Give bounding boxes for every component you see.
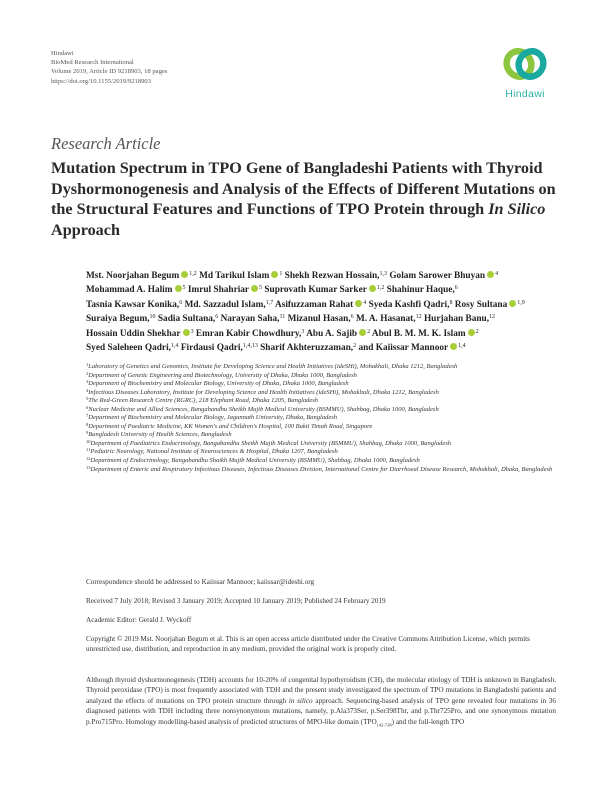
author-name: M. A. Hasanat, <box>355 314 416 325</box>
orcid-icon[interactable] <box>468 329 475 336</box>
orcid-icon[interactable] <box>181 271 188 278</box>
author-affiliation-ref: 8 <box>449 299 453 306</box>
affiliation-item <box>86 389 556 398</box>
copyright-notice: Copyright © 2019 Mst. Noorjahan Begum et al. This is an open access article distributed under the Creative Commons Attribution License, which permits unrestricted use, distribution, and reproduction in any medium, provided the original work is properly cited. <box>86 635 530 653</box>
author-name: Syed Saleheen Qadri, <box>86 343 171 354</box>
author-name: Emran Kabir Chowdhury, <box>195 328 302 339</box>
author-name: Mohammad A. Halim <box>86 285 173 296</box>
affiliation-item <box>86 380 556 389</box>
journal-doi[interactable]: https://doi.org/10.1155/2019/9218903 <box>51 77 152 85</box>
orcid-icon[interactable] <box>359 329 366 336</box>
author-affiliation-ref: 1,4 <box>170 343 179 350</box>
title-italic: In Silico <box>488 200 546 218</box>
author-affiliation-ref: 1,2 <box>376 285 385 292</box>
author-affiliation-ref: 10 <box>149 314 156 321</box>
orcid-icon[interactable] <box>271 271 278 278</box>
author-entry <box>199 271 282 281</box>
author-affiliation-ref: 1,2 <box>189 271 197 277</box>
author-entry <box>86 343 178 353</box>
journal-publisher: Hindawi <box>51 50 74 57</box>
author-entry <box>285 271 387 281</box>
author-name: Mst. Noorjahan Begum <box>86 271 180 281</box>
author-affiliation-ref: 12 <box>415 314 422 321</box>
affiliation-number: 12 <box>86 456 91 462</box>
orcid-icon[interactable] <box>509 300 516 307</box>
author-affiliation-ref: 11 <box>279 314 286 321</box>
author-name: Md. Sazzadul Islam, <box>184 299 266 310</box>
academic-editor: Academic Editor: Gerald J. Wyckoff <box>86 616 192 624</box>
author-name: Narayan Saha, <box>220 314 280 325</box>
author-name: Hurjahan Banu, <box>423 314 490 325</box>
author-affiliation-ref: 1,4 <box>458 343 466 350</box>
affiliation-number: 7 <box>86 413 89 419</box>
orcid-icon[interactable] <box>450 343 457 350</box>
author-affiliation-ref: 6 <box>215 314 219 321</box>
author-entry <box>424 314 495 324</box>
author-entry <box>387 285 458 295</box>
affiliation-text: Laboratory of Genetics and Genomics, Institute for Developing Science and Health Initiatives (ideSHi), Mohakhali, Dhaka 1212, Bangladesh <box>88 363 458 370</box>
author-entry <box>455 300 525 310</box>
orcid-icon[interactable] <box>487 271 494 278</box>
affiliation-number: 3 <box>86 379 89 385</box>
author-affiliation-ref: 2 <box>475 328 479 335</box>
affiliation-number: 11 <box>86 447 91 453</box>
author-name: Suprovath Kumar Sarker <box>264 285 367 296</box>
author-name: Sharif Akhteruzzaman, <box>260 343 354 354</box>
affiliation-item <box>86 372 556 381</box>
author-name: Asifuzzaman Rahat <box>275 299 354 310</box>
affiliation-text: Bangladesh University of Health Sciences, Bangladesh <box>88 431 232 439</box>
author-entry <box>86 329 194 339</box>
affiliation-item <box>86 406 556 415</box>
author-affiliation-ref: 2 <box>367 328 371 335</box>
author-affiliation-ref: 12 <box>489 314 496 321</box>
affiliation-item <box>86 466 556 475</box>
author-affiliation-ref: 6 <box>350 314 354 321</box>
author-entry <box>260 343 356 353</box>
title-part-1: Mutation Spectrum in TPO Gene of Bangladeshi Patients with Thyroid Dyshormonogenesis and Analysis of the Effects of Different Mutations on the Structural Features and Functions of TPO Protein through <box>51 159 556 218</box>
affiliation-text: Department of Enteric and Respiratory Infectious Diseases, Infectious Diseases Division, International Centre for Diarrhoeal Disease Research, Mohakhali, Dhaka, Bangladesh <box>90 465 553 473</box>
author-name: Sadia Sultana, <box>157 314 216 325</box>
affiliation-text: Department of Endocrinology, Bangabandhu Shaikh Mujib Medical University (BSMMU), Shahbag, Dhaka 1000, Bangladesh <box>90 457 420 465</box>
author-affiliation-ref: 1,4,13 <box>242 343 258 350</box>
author-affiliation-ref: 3 <box>190 328 194 335</box>
author-entry <box>358 343 465 353</box>
affiliation-text: Department of Paediatrics Endocrinology, Bangabandhu Sheikh Mujib Medical University (BSMMU), Shahbag, Dhaka 1000, Bangladesh <box>90 439 452 447</box>
article-title <box>51 158 556 240</box>
affiliation-number: 10 <box>86 438 91 444</box>
author-entry <box>86 300 182 310</box>
affiliation-number: 1 <box>86 362 89 367</box>
author-name: Syeda Kashfi Qadri, <box>368 299 450 310</box>
author-name: Firdausi Qadri, <box>180 343 243 354</box>
author-affiliation-ref: 1,7 <box>265 299 274 306</box>
author-affiliation-ref: 1 <box>279 271 283 277</box>
affiliation-item <box>86 457 556 466</box>
affiliation-item <box>86 397 556 406</box>
orcid-icon[interactable] <box>183 329 190 336</box>
correspondence: Correspondence should be addressed to Kaiissar Mannoor; kaiissar@ideshi.org <box>86 578 315 586</box>
orcid-icon[interactable] <box>175 285 182 292</box>
affiliation-number: 9 <box>86 430 89 436</box>
author-affiliation-ref: 4 <box>363 299 367 306</box>
affiliation-text: Infectious Diseases Laboratory, Institute for Developing Science and Health Initiatives (ideSHi), Mohakhali, Dhaka 1212, Bangladesh <box>88 388 439 396</box>
abstract-part-1: Although thyroid dyshormonogenesis (TDH) accounts for 10-20% of congenital hypothyroidism (CH), the molecular etiology of TDH is unknown in Bangladesh. Thyroid peroxidase (TPO) is most frequently associated with TDH and the present study investigated the spectrum of TPO mutations in Bangladeshi patients and analyzed the effects of mutations on TPO protein structure through <box>86 676 556 705</box>
author-entry <box>188 285 262 295</box>
author-affiliation-ref: 1,9 <box>517 299 525 306</box>
author-entry <box>356 314 422 324</box>
author-name: Abu A. Sajib <box>306 328 358 339</box>
author-entry <box>369 300 453 310</box>
author-affiliation-ref: 3 <box>301 328 305 335</box>
author-name: Shahinur Haque, <box>386 285 455 296</box>
affiliation-text: Pediatric Neurology, National Institute of Neurosciences & Hospital, Dhaka 1207, Bangladesh <box>90 448 338 456</box>
affiliation-item <box>86 414 556 423</box>
orcid-icon[interactable] <box>251 285 258 292</box>
hindawi-logo <box>496 44 554 106</box>
affiliation-text: The Red-Green Research Centre (RGRC), 218 Elephant Road, Dhaka 1205, Bangladesh <box>88 397 319 405</box>
abstract-part-2: approach. Sequencing-based analysis of TPO gene revealed four mutations in 36 diagnosed patients with TDH including three nonsynonymous mutations, namely, p.Ala373Ser, p.Ser398Thr, and p.Thr725Pro, and one synonymous mutation p.Pro715Pro. Homology modelling-based analysis of predicted structures of MPO-like domain (TPO <box>86 696 556 726</box>
affiliation-number: 13 <box>86 464 91 470</box>
author-name: Tasnia Kawsar Konika, <box>86 299 180 310</box>
affiliation-text: Department of Biochemistry and Molecular Biology, University of Dhaka, Dhaka 1000, Bangladesh <box>88 380 349 388</box>
author-name: Mizanul Hasan, <box>287 314 351 325</box>
author-entry <box>221 314 286 324</box>
author-entry <box>306 329 370 339</box>
author-list <box>86 269 556 355</box>
author-affiliation-ref: 2 <box>353 343 357 350</box>
affiliation-number: 6 <box>86 404 89 410</box>
publication-dates: Received 7 July 2018; Revised 3 January 2019; Accepted 10 January 2019; Published 24 February 2019 <box>86 597 386 605</box>
article-type: Research Article <box>51 134 161 153</box>
affiliation-text: Department of Paediatric Medicine, KK Women's and Children's Hospital, 100 Bukit Timah Road, Singapore <box>88 422 373 430</box>
author-name: Hossain Uddin Shekhar <box>86 328 181 339</box>
hindawi-logo-icon <box>502 44 548 84</box>
author-name: Golam Sarower Bhuyan <box>389 271 486 281</box>
affiliation-text: Department of Biochemistry and Molecular Biology, Jagannath University, Dhaka, Bangladesh <box>88 414 338 422</box>
author-name: Md Tarikul Islam <box>199 271 270 281</box>
abstract <box>86 675 556 727</box>
affiliation-item <box>86 448 556 457</box>
affiliation-item <box>86 431 556 440</box>
affiliation-item <box>86 363 556 372</box>
abstract-subscript: 142-738 <box>376 722 392 728</box>
author-name: Abul B. M. M. K. Islam <box>371 328 466 339</box>
author-entry <box>158 314 218 324</box>
abstract-part-3: ) and the full-length TPO <box>391 717 465 726</box>
author-entry <box>264 285 384 295</box>
affiliation-number: 5 <box>86 396 89 402</box>
author-affiliation-ref: 5 <box>259 285 263 292</box>
author-affiliation-ref: 6 <box>454 285 458 292</box>
author-name: Rosy Sultana <box>454 299 508 310</box>
author-entry <box>86 314 156 324</box>
author-affiliation-ref: 1,3 <box>379 271 387 277</box>
author-entry <box>86 285 186 295</box>
journal-volume: Volume 2019, Article ID 9218903, 18 pages <box>51 68 168 76</box>
author-entry <box>275 300 366 310</box>
author-entry <box>288 314 354 324</box>
affiliation-list <box>86 363 556 474</box>
hindawi-logo-text: Hindawi <box>505 88 545 100</box>
author-name: Suraiya Begum, <box>86 314 150 325</box>
journal-meta <box>51 49 167 86</box>
author-affiliation-ref: 5 <box>182 285 186 292</box>
author-entry <box>86 271 197 281</box>
affiliation-number: 2 <box>86 370 89 376</box>
author-entry <box>181 343 258 353</box>
author-name: Shekh Rezwan Hossain, <box>284 271 380 281</box>
author-affiliation-ref: 6 <box>179 299 183 306</box>
author-affiliation-ref: 4 <box>495 271 499 277</box>
author-entry <box>372 329 479 339</box>
author-entry <box>389 271 498 281</box>
orcid-icon[interactable] <box>355 300 362 307</box>
author-name: Imrul Shahriar <box>187 285 250 296</box>
affiliation-number: 4 <box>86 387 89 393</box>
title-part-2: Approach <box>51 220 120 239</box>
author-entry <box>185 300 274 310</box>
author-name: and Kaiissar Mannoor <box>358 343 449 354</box>
affiliation-number: 8 <box>86 421 89 427</box>
journal-name: BioMed Research International <box>51 59 134 67</box>
abstract-italic: in silico <box>288 696 313 705</box>
orcid-icon[interactable] <box>369 285 376 292</box>
author-entry <box>196 329 304 339</box>
affiliation-text: Department of Genetic Engineering and Biotechnology, University of Dhaka, Dhaka 1000, Bangladesh <box>88 371 357 379</box>
affiliation-text: Nuclear Medicine and Allied Sciences, Bangabandhu Sheikh Mujib Medical University (BSMMU), Shahbag, Dhaka 1000, Bangladesh <box>88 405 439 413</box>
